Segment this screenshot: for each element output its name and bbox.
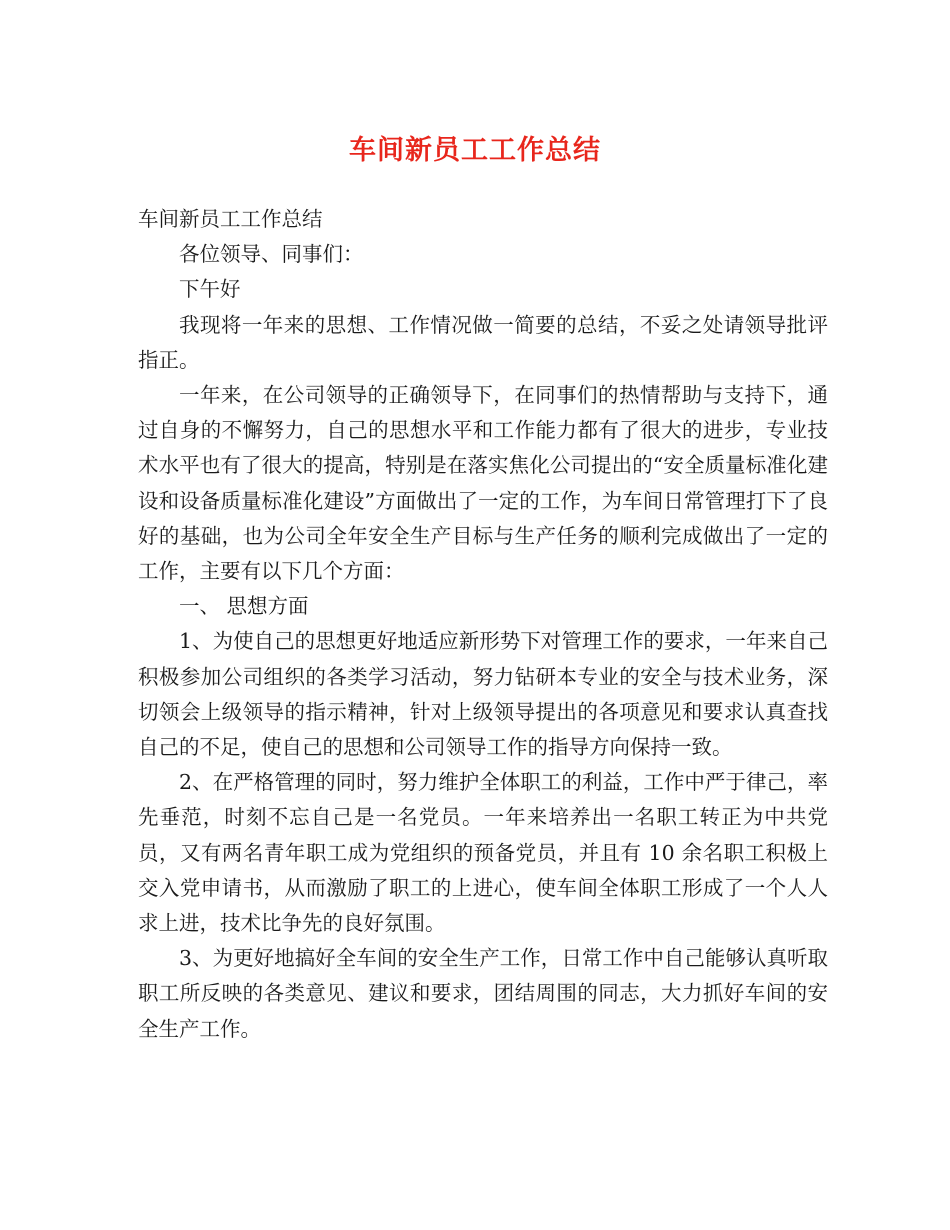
paragraph: 一、 思想方面 (179, 594, 309, 619)
paragraph: 各位领导、同事们： (179, 242, 364, 267)
paragraph: 3、为更好地搞好全车间的安全生产工作，日常工作中自己能够认真听取职工所反映的各类意见、建议和要求，团结周围的同志，大力抓好车间的安全生产工作。 (138, 946, 828, 1041)
paragraph: 车间新员工工作总结 (138, 207, 323, 231)
paragraph: 下午好 (179, 277, 241, 302)
paragraph: 2、在严格管理的同时，努力维护全体职工的利益，工作中严于律己，率先垂范，时刻不忘自己是一名党员。一年来培养出一名职工转正为中共党员，又有两名青年职工成为党组织的预备党员，并且有 10 余名职工积极上交入党申请书，从而激励了职工的上进心，使车间全体职工形成了一个人人求上进，技术比争先的良好氛围。 (138, 770, 828, 936)
paragraph: 我现将一年来的思想、工作情况做一简要的总结，不妥之处请领导批评指正。 (138, 312, 828, 372)
paragraph: 1、为使自己的思想更好地适应新形势下对管理工作的要求，一年来自己积极参加公司组织的各类学习活动，努力钻研本专业的安全与技术业务，深切领会上级领导的指示精神，针对上级领导提出的各项意见和要求认真查找自己的不足，使自己的思想和公司领导工作的指导方向保持一致。 (138, 629, 828, 760)
document-title: 车间新员工工作总结 (349, 135, 601, 166)
document-body (138, 202, 828, 1047)
paragraph: 一年来，在公司领导的正确领导下，在同事们的热情帮助与支持下，通过自身的不懈努力，自己的思想水平和工作能力都有了很大的进步，专业技术水平也有了很大的提高，特别是在落实焦化公司提出的“安全质量标准化建设和设备质量标准化建设”方面做出了一定的工作，为车间日常管理打下了良好的基础，也为公司全年安全生产目标与生产任务的顺利完成做出了一定的工作，主要有以下几个方面： (138, 383, 828, 584)
